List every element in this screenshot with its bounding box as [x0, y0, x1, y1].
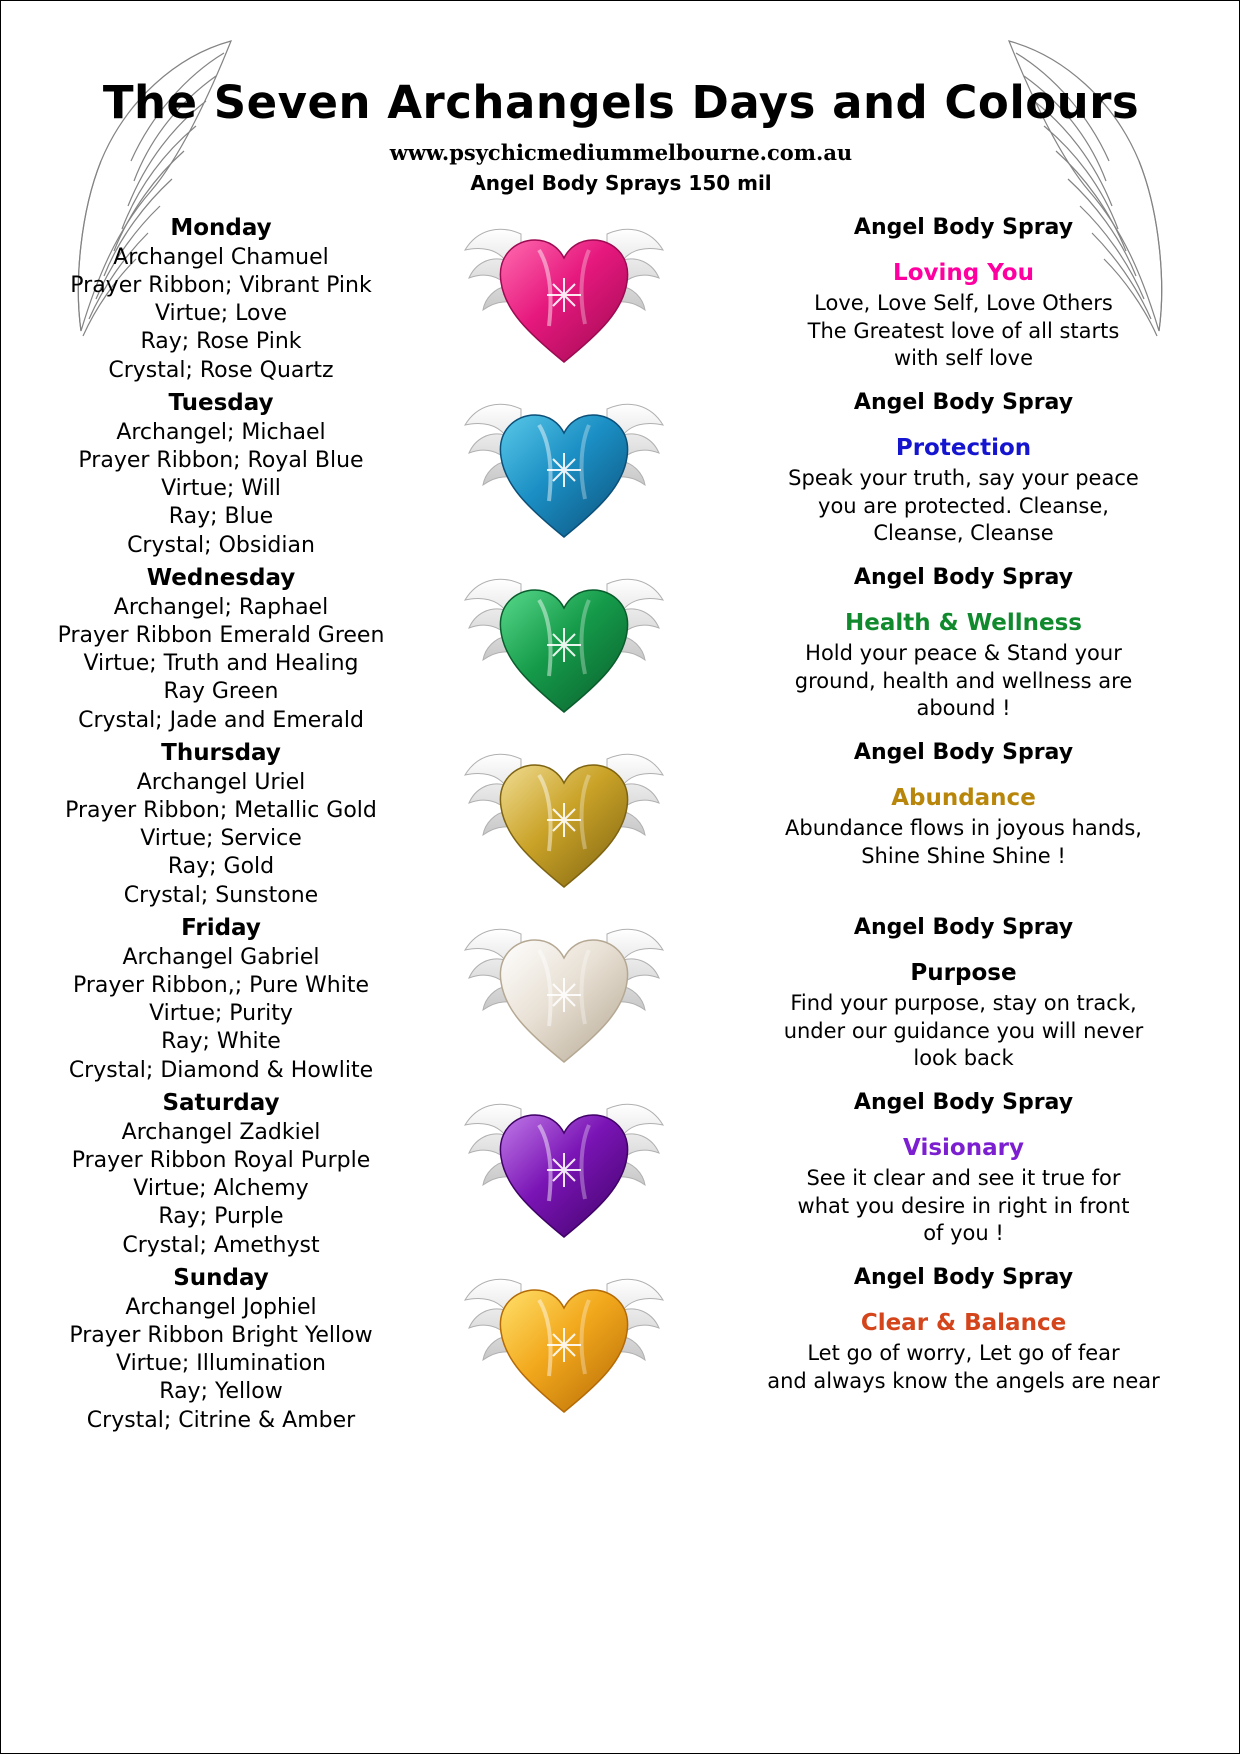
spray-label: Angel Body Spray — [853, 565, 1074, 590]
spray-description-line: Hold your peace & Stand your — [805, 640, 1122, 665]
spray-title: Protection — [895, 434, 1032, 461]
day-detail-line: Ray; Purple — [158, 1204, 284, 1230]
spray-description-line: The Greatest love of all starts — [807, 318, 1120, 343]
day-details-column — [1, 1256, 441, 1435]
day-detail-line: Archangel Gabriel — [122, 944, 320, 970]
day-detail-line: Prayer Ribbon; Metallic Gold — [65, 798, 377, 824]
spray-column — [686, 206, 1240, 373]
spray-description-line: Abundance flows in joyous hands, — [785, 815, 1142, 840]
poster-header — [1, 1, 1240, 195]
spray-description-line: you are protected. Cleanse, — [818, 493, 1109, 518]
day-detail-line: Virtue; Service — [140, 826, 302, 852]
spray-label: Angel Body Spray — [853, 390, 1074, 415]
spray-title: Health & Wellness — [845, 609, 1082, 636]
day-details-column — [1, 1081, 441, 1260]
day-detail-line: Ray; White — [161, 1029, 281, 1055]
day-name: Saturday — [162, 1090, 280, 1116]
day-detail-line: Prayer Ribbon; Vibrant Pink — [70, 273, 372, 299]
day-detail-line: Ray; Rose Pink — [140, 329, 302, 355]
website-url: www.psychicmediummelbourne.com.au — [389, 140, 853, 166]
day-detail-line: Prayer Ribbon Royal Purple — [71, 1148, 371, 1174]
archangel-row — [1, 206, 1240, 381]
day-name: Friday — [181, 915, 261, 941]
day-detail-line: Crystal; Obsidian — [127, 532, 315, 558]
spray-description-line: Cleanse, Cleanse — [873, 521, 1054, 546]
day-detail-line: Virtue; Will — [161, 476, 281, 502]
heart-column — [441, 1081, 686, 1249]
archangel-row — [1, 1081, 1240, 1256]
spray-label: Angel Body Spray — [853, 915, 1074, 940]
spray-label: Angel Body Spray — [853, 740, 1074, 765]
spray-column — [686, 731, 1240, 870]
spray-description-line: Love, Love Self, Love Others — [814, 290, 1113, 315]
day-detail-line: Crystal; Citrine & Amber — [86, 1407, 356, 1433]
day-detail-line: Crystal; Sunstone — [123, 882, 319, 908]
spray-column — [686, 1256, 1240, 1395]
day-detail-line: Crystal; Jade and Emerald — [78, 707, 364, 733]
day-detail-line: Prayer Ribbon; Royal Blue — [78, 448, 364, 474]
day-details-column — [1, 906, 441, 1085]
day-detail-line: Ray; Gold — [167, 854, 275, 880]
day-detail-line: Virtue; Purity — [149, 1001, 293, 1027]
spray-column — [686, 1081, 1240, 1248]
spray-description-line: look back — [913, 1046, 1014, 1071]
spray-title: Clear & Balance — [860, 1309, 1067, 1336]
day-name: Tuesday — [168, 390, 274, 416]
day-details-column — [1, 206, 441, 385]
spray-description-line: of you ! — [923, 1221, 1004, 1246]
day-detail-line: Archangel Jophiel — [125, 1294, 317, 1320]
day-name: Wednesday — [146, 565, 296, 591]
spray-description-line: and always know the angels are near — [767, 1368, 1160, 1393]
day-detail-line: Crystal; Rose Quartz — [108, 357, 334, 383]
day-detail-line: Archangel Uriel — [136, 769, 306, 795]
day-detail-line: Prayer Ribbon Bright Yellow — [69, 1323, 373, 1349]
winged-heart-graphic — [449, 556, 679, 724]
spray-description-line: with self love — [893, 346, 1034, 371]
heart-column — [441, 381, 686, 549]
day-detail-line: Virtue; Truth and Healing — [83, 651, 359, 677]
spray-column — [686, 556, 1240, 723]
day-detail-line: Ray; Blue — [168, 504, 274, 530]
spray-description-line: Speak your truth, say your peace — [788, 465, 1139, 490]
day-detail-line: Archangel Zadkiel — [121, 1119, 321, 1145]
heart-column — [441, 731, 686, 899]
day-detail-line: Archangel; Michael — [116, 419, 326, 445]
winged-heart-graphic — [449, 206, 679, 374]
spray-description-line: See it clear and see it true for — [806, 1165, 1121, 1190]
day-detail-line: Archangel Chamuel — [113, 244, 329, 270]
day-detail-line: Archangel; Raphael — [113, 594, 329, 620]
spray-description-line: Shine Shine Shine ! — [861, 843, 1066, 868]
day-name: Sunday — [173, 1265, 269, 1291]
winged-heart-graphic — [449, 731, 679, 899]
page-title: The Seven Archangels Days and Colours — [102, 76, 1140, 129]
day-detail-line: Ray Green — [163, 679, 279, 705]
spray-label: Angel Body Spray — [853, 215, 1074, 240]
winged-heart-graphic — [449, 1256, 679, 1424]
spray-title: Purpose — [910, 959, 1017, 986]
day-detail-line: Prayer Ribbon,; Pure White — [72, 973, 369, 999]
archangel-row — [1, 556, 1240, 731]
spray-description-line: what you desire in right in front — [797, 1193, 1130, 1218]
spray-title: Abundance — [891, 784, 1036, 811]
archangel-row — [1, 1256, 1240, 1431]
spray-description-line: under our guidance you will never — [783, 1018, 1144, 1043]
spray-label: Angel Body Spray — [853, 1090, 1074, 1115]
spray-title: Loving You — [893, 259, 1034, 286]
winged-heart-graphic — [449, 1081, 679, 1249]
archangel-row — [1, 731, 1240, 906]
spray-description-line: Let go of worry, Let go of fear — [807, 1340, 1120, 1365]
heart-column — [441, 206, 686, 374]
heart-column — [441, 556, 686, 724]
archangel-rows — [1, 206, 1240, 1431]
spray-title: Visionary — [903, 1134, 1024, 1161]
day-name: Monday — [170, 215, 272, 241]
spray-description-line: Find your purpose, stay on track, — [790, 990, 1137, 1015]
day-detail-line: Ray; Yellow — [159, 1379, 283, 1405]
archangel-row — [1, 381, 1240, 556]
day-detail-line: Crystal; Amethyst — [122, 1232, 320, 1258]
day-detail-line: Crystal; Diamond & Howlite — [68, 1057, 374, 1083]
heart-column — [441, 1256, 686, 1424]
winged-heart-graphic — [449, 381, 679, 549]
day-detail-line: Prayer Ribbon Emerald Green — [57, 623, 385, 649]
day-details-column — [1, 731, 441, 910]
winged-heart-graphic — [449, 906, 679, 1074]
day-details-column — [1, 381, 441, 560]
day-detail-line: Virtue; Alchemy — [133, 1176, 309, 1202]
heart-column — [441, 906, 686, 1074]
spray-column — [686, 381, 1240, 548]
day-detail-line: Virtue; Illumination — [116, 1351, 326, 1377]
product-subtitle: Angel Body Sprays 150 mil — [470, 171, 772, 196]
day-details-column — [1, 556, 441, 735]
spray-column — [686, 906, 1240, 1073]
day-detail-line: Virtue; Love — [154, 301, 288, 327]
spray-label: Angel Body Spray — [853, 1265, 1074, 1290]
archangel-row — [1, 906, 1240, 1081]
day-name: Thursday — [161, 740, 281, 766]
spray-description-line: ground, health and wellness are — [794, 668, 1133, 693]
spray-description-line: abound ! — [916, 696, 1011, 721]
